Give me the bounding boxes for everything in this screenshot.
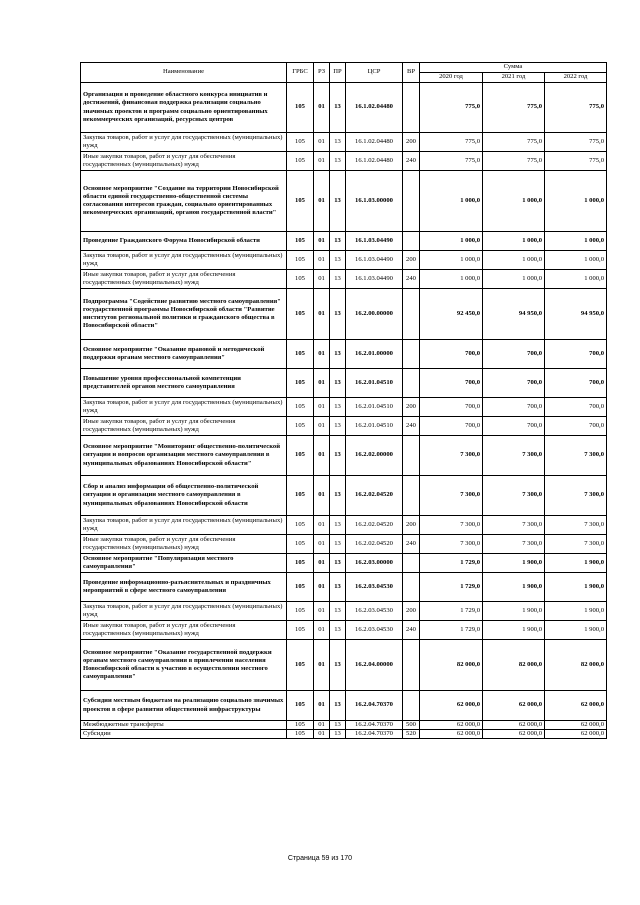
- table-cell-2020: 7 300,0: [420, 476, 483, 516]
- table-cell-csr: 16.2.01.00000: [346, 340, 403, 369]
- table-cell-grbs: 105: [287, 691, 314, 721]
- table-cell-2021: 700,0: [483, 369, 545, 398]
- table-cell-2020: 700,0: [420, 369, 483, 398]
- table-cell-rz: 01: [314, 476, 330, 516]
- table-cell-rz: 01: [314, 398, 330, 417]
- table-cell-rz: 01: [314, 691, 330, 721]
- table-cell-rz: 01: [314, 640, 330, 691]
- table-cell-grbs: 105: [287, 476, 314, 516]
- table-cell-vr: [403, 640, 420, 691]
- table-cell-pr: 13: [330, 340, 346, 369]
- table-cell-name: Основное мероприятие "Популяризация местного самоуправления": [81, 554, 287, 573]
- table-cell-2022: 700,0: [545, 369, 607, 398]
- table-cell-rz: 01: [314, 133, 330, 152]
- table-cell-pr: 13: [330, 289, 346, 340]
- table-cell-2020: 700,0: [420, 398, 483, 417]
- col-pr-header: ПР: [330, 63, 346, 83]
- table-cell-grbs: 105: [287, 436, 314, 476]
- table-cell-2022: 700,0: [545, 340, 607, 369]
- table-cell-2021: 94 950,0: [483, 289, 545, 340]
- table-cell-2020: 7 300,0: [420, 436, 483, 476]
- table-cell-pr: 13: [330, 476, 346, 516]
- table-cell-2020: 1 729,0: [420, 573, 483, 602]
- table-cell-rz: 01: [314, 516, 330, 535]
- table-cell-name: Закупка товаров, работ и услуг для государственных (муниципальных) нужд: [81, 516, 287, 535]
- table-cell-csr: 16.1.03.04490: [346, 232, 403, 251]
- table-cell-2020: 82 000,0: [420, 640, 483, 691]
- table-cell-2020: 700,0: [420, 340, 483, 369]
- table-cell-2021: 7 300,0: [483, 516, 545, 535]
- table-cell-pr: 13: [330, 152, 346, 171]
- table-row: [81, 133, 607, 152]
- table-cell-pr: 13: [330, 721, 346, 730]
- table-cell-rz: 01: [314, 152, 330, 171]
- table-cell-csr: 16.1.03.04490: [346, 251, 403, 270]
- table-cell-2022: 82 000,0: [545, 640, 607, 691]
- table-cell-csr: 16.2.02.04520: [346, 535, 403, 554]
- table-cell-2021: 700,0: [483, 340, 545, 369]
- table-row: [81, 398, 607, 417]
- table-cell-grbs: 105: [287, 535, 314, 554]
- table-cell-csr: 16.2.03.04530: [346, 602, 403, 621]
- table-cell-rz: 01: [314, 340, 330, 369]
- table-cell-2020: 92 450,0: [420, 289, 483, 340]
- table-cell-rz: 01: [314, 730, 330, 739]
- table-cell-pr: 13: [330, 133, 346, 152]
- table-row: [81, 691, 607, 721]
- table-cell-rz: 01: [314, 554, 330, 573]
- table-cell-2022: 700,0: [545, 398, 607, 417]
- table-cell-name: Закупка товаров, работ и услуг для государственных (муниципальных) нужд: [81, 133, 287, 152]
- table-cell-vr: [403, 573, 420, 602]
- table-cell-2021: 62 000,0: [483, 730, 545, 739]
- table-cell-name: Иные закупки товаров, работ и услуг для обеспечения государственных (муниципальных) нужд: [81, 152, 287, 171]
- table-cell-2022: 1 900,0: [545, 573, 607, 602]
- table-cell-name: Подпрограмма "Содействие развитию местного самоуправления" государственной программы Новосибирской области "Развитие институтов региональной политики и гражданского общества в Новосибирской области": [81, 289, 287, 340]
- table-cell-name: Проведение информационно-разъяснительных и праздничных мероприятий в сфере местного самоуправления: [81, 573, 287, 602]
- table-cell-2021: 775,0: [483, 133, 545, 152]
- table-row: [81, 730, 607, 739]
- table-row: [81, 251, 607, 270]
- col-2020-header: 2020 год: [420, 73, 483, 83]
- table-cell-2022: 775,0: [545, 152, 607, 171]
- col-name-header: Наименование: [81, 63, 287, 83]
- table-cell-2022: 1 900,0: [545, 621, 607, 640]
- table-cell-pr: 13: [330, 516, 346, 535]
- table-cell-csr: 16.2.02.04520: [346, 516, 403, 535]
- table-cell-2021: 775,0: [483, 83, 545, 133]
- table-cell-name: Проведение Гражданского Форума Новосибирской области: [81, 232, 287, 251]
- table-cell-vr: 200: [403, 133, 420, 152]
- table-cell-2020: 1 000,0: [420, 171, 483, 232]
- table-cell-csr: 16.2.02.00000: [346, 436, 403, 476]
- table-cell-2020: 1 000,0: [420, 270, 483, 289]
- table-cell-2020: 1 000,0: [420, 251, 483, 270]
- table-cell-2022: 62 000,0: [545, 730, 607, 739]
- table-cell-2021: 62 000,0: [483, 721, 545, 730]
- table-cell-csr: 16.1.02.04480: [346, 152, 403, 171]
- table-cell-grbs: 105: [287, 721, 314, 730]
- table-cell-2021: 7 300,0: [483, 436, 545, 476]
- table-row: [81, 602, 607, 621]
- table-cell-2021: 775,0: [483, 152, 545, 171]
- table-cell-2020: 1 000,0: [420, 232, 483, 251]
- table-cell-grbs: 105: [287, 730, 314, 739]
- table-cell-pr: 13: [330, 398, 346, 417]
- table-cell-name: Сбор и анализ информации об общественно-политической ситуации и организации местного самоуправления в муниципальных образованиях Новосибирской области: [81, 476, 287, 516]
- table-cell-2021: 700,0: [483, 398, 545, 417]
- table-cell-grbs: 105: [287, 621, 314, 640]
- table-cell-csr: 16.2.04.70370: [346, 730, 403, 739]
- table-cell-2021: 1 000,0: [483, 270, 545, 289]
- table-cell-name: Основное мероприятие "Мониторинг общественно-политической ситуации и вопросов организации местного самоуправления в муниципальных образованиях Новосибирской области": [81, 436, 287, 476]
- table-cell-pr: 13: [330, 171, 346, 232]
- table-cell-grbs: 105: [287, 602, 314, 621]
- table-row: [81, 83, 607, 133]
- table-cell-grbs: 105: [287, 516, 314, 535]
- table-cell-pr: 13: [330, 232, 346, 251]
- table-cell-vr: 200: [403, 602, 420, 621]
- table-cell-rz: 01: [314, 417, 330, 436]
- table-row: [81, 476, 607, 516]
- table-cell-2022: 1 000,0: [545, 232, 607, 251]
- table-cell-name: Основное мероприятие "Оказание государственной поддержки органам местного самоуправления в привлечении населения Новосибирской области к участию в осуществлении местного самоуправления": [81, 640, 287, 691]
- table-cell-2021: 62 000,0: [483, 691, 545, 721]
- table-cell-2021: 1 900,0: [483, 573, 545, 602]
- table-cell-csr: 16.2.04.00000: [346, 640, 403, 691]
- table-cell-rz: 01: [314, 289, 330, 340]
- table-cell-rz: 01: [314, 436, 330, 476]
- table-cell-pr: 13: [330, 369, 346, 398]
- table-cell-csr: 16.1.02.04480: [346, 133, 403, 152]
- table-cell-pr: 13: [330, 573, 346, 602]
- table-cell-pr: 13: [330, 621, 346, 640]
- table-body: [81, 83, 607, 739]
- table-cell-2020: 62 000,0: [420, 721, 483, 730]
- table-cell-2022: 7 300,0: [545, 516, 607, 535]
- table-cell-vr: 520: [403, 730, 420, 739]
- table-cell-csr: 16.2.01.04510: [346, 369, 403, 398]
- table-cell-name: Иные закупки товаров, работ и услуг для обеспечения государственных (муниципальных) нужд: [81, 621, 287, 640]
- table-cell-2020: 62 000,0: [420, 730, 483, 739]
- header-row: [81, 63, 607, 73]
- table-cell-vr: 240: [403, 621, 420, 640]
- table-row: [81, 516, 607, 535]
- table-cell-grbs: 105: [287, 640, 314, 691]
- table-row: [81, 369, 607, 398]
- table-row: [81, 171, 607, 232]
- table-row: [81, 573, 607, 602]
- table-cell-name: Межбюджетные трансферты: [81, 721, 287, 730]
- table-cell-2021: 1 000,0: [483, 251, 545, 270]
- table-cell-2020: 1 729,0: [420, 602, 483, 621]
- table-cell-vr: 240: [403, 417, 420, 436]
- table-cell-pr: 13: [330, 535, 346, 554]
- table-cell-rz: 01: [314, 270, 330, 289]
- table-cell-2020: 1 729,0: [420, 621, 483, 640]
- table-row: [81, 554, 607, 573]
- table-cell-grbs: 105: [287, 289, 314, 340]
- table-cell-grbs: 105: [287, 369, 314, 398]
- table-cell-vr: [403, 369, 420, 398]
- table-cell-2020: 62 000,0: [420, 691, 483, 721]
- table-cell-pr: 13: [330, 730, 346, 739]
- table-cell-rz: 01: [314, 171, 330, 232]
- table-cell-rz: 01: [314, 602, 330, 621]
- page-number: Страница 59 из 170: [287, 855, 353, 862]
- table-cell-pr: 13: [330, 436, 346, 476]
- table-cell-2022: 7 300,0: [545, 476, 607, 516]
- budget-table: [80, 62, 607, 739]
- col-rz-header: РЗ: [314, 63, 330, 83]
- table-cell-pr: 13: [330, 554, 346, 573]
- table-cell-rz: 01: [314, 251, 330, 270]
- table-cell-2020: 7 300,0: [420, 535, 483, 554]
- col-vr-header: ВР: [403, 63, 420, 83]
- table-cell-2021: 700,0: [483, 417, 545, 436]
- table-cell-csr: 16.2.04.70370: [346, 721, 403, 730]
- table-cell-2022: 775,0: [545, 83, 607, 133]
- table-cell-2021: 1 000,0: [483, 171, 545, 232]
- table-cell-csr: 16.2.01.04510: [346, 398, 403, 417]
- table-cell-rz: 01: [314, 721, 330, 730]
- table-cell-rz: 01: [314, 83, 330, 133]
- table-cell-rz: 01: [314, 573, 330, 602]
- table-cell-pr: 13: [330, 417, 346, 436]
- table-cell-vr: [403, 171, 420, 232]
- table-cell-2021: 1 900,0: [483, 554, 545, 573]
- table-cell-csr: 16.1.02.04480: [346, 83, 403, 133]
- table-cell-csr: 16.2.03.04530: [346, 621, 403, 640]
- table-row: [81, 535, 607, 554]
- table-cell-2021: 7 300,0: [483, 535, 545, 554]
- table-cell-vr: [403, 232, 420, 251]
- table-cell-grbs: 105: [287, 417, 314, 436]
- table-cell-grbs: 105: [287, 251, 314, 270]
- table-cell-pr: 13: [330, 83, 346, 133]
- table-row: [81, 232, 607, 251]
- table-cell-vr: [403, 691, 420, 721]
- table-cell-rz: 01: [314, 621, 330, 640]
- table-cell-2022: 7 300,0: [545, 535, 607, 554]
- table-cell-csr: 16.2.01.04510: [346, 417, 403, 436]
- table-cell-csr: 16.2.02.04520: [346, 476, 403, 516]
- table-cell-csr: 16.2.03.04530: [346, 573, 403, 602]
- table-cell-rz: 01: [314, 232, 330, 251]
- table-cell-2022: 700,0: [545, 417, 607, 436]
- table-cell-name: Иные закупки товаров, работ и услуг для обеспечения государственных (муниципальных) нужд: [81, 417, 287, 436]
- table-cell-grbs: 105: [287, 83, 314, 133]
- table-cell-2020: 775,0: [420, 133, 483, 152]
- table-cell-2020: 7 300,0: [420, 516, 483, 535]
- table-cell-grbs: 105: [287, 573, 314, 602]
- table-cell-name: Субсидии: [81, 730, 287, 739]
- table-cell-2022: 62 000,0: [545, 691, 607, 721]
- table-cell-grbs: 105: [287, 171, 314, 232]
- table-cell-2021: 82 000,0: [483, 640, 545, 691]
- col-2021-header: 2021 год: [483, 73, 545, 83]
- table-cell-csr: 16.1.03.04490: [346, 270, 403, 289]
- table-cell-pr: 13: [330, 602, 346, 621]
- table-cell-grbs: 105: [287, 398, 314, 417]
- table-cell-name: Закупка товаров, работ и услуг для государственных (муниципальных) нужд: [81, 251, 287, 270]
- table-cell-vr: 240: [403, 152, 420, 171]
- table-cell-2022: 775,0: [545, 133, 607, 152]
- table-row: [81, 721, 607, 730]
- table-row: [81, 340, 607, 369]
- table-cell-vr: [403, 476, 420, 516]
- table-row: [81, 417, 607, 436]
- table-cell-rz: 01: [314, 535, 330, 554]
- table-cell-grbs: 105: [287, 232, 314, 251]
- table-row: [81, 621, 607, 640]
- table-cell-vr: [403, 289, 420, 340]
- col-sum-header: Сумма: [420, 63, 607, 73]
- table-cell-2021: 1 900,0: [483, 621, 545, 640]
- table-cell-2021: 1 000,0: [483, 232, 545, 251]
- table-row: [81, 640, 607, 691]
- table-cell-grbs: 105: [287, 270, 314, 289]
- table-cell-pr: 13: [330, 270, 346, 289]
- table-cell-vr: 240: [403, 270, 420, 289]
- table-cell-grbs: 105: [287, 340, 314, 369]
- table-cell-2022: 7 300,0: [545, 436, 607, 476]
- table-cell-2022: 62 000,0: [545, 721, 607, 730]
- table-cell-2022: 94 950,0: [545, 289, 607, 340]
- table-cell-vr: 200: [403, 398, 420, 417]
- col-2022-header: 2022 год: [545, 73, 607, 83]
- table-cell-name: Иные закупки товаров, работ и услуг для обеспечения государственных (муниципальных) нужд: [81, 270, 287, 289]
- table-header: [81, 63, 607, 83]
- table-row: [81, 270, 607, 289]
- table-cell-2022: 1 900,0: [545, 602, 607, 621]
- table-cell-2022: 1 000,0: [545, 171, 607, 232]
- table-cell-2020: 775,0: [420, 83, 483, 133]
- table-cell-2020: 775,0: [420, 152, 483, 171]
- table-cell-csr: 16.2.04.70370: [346, 691, 403, 721]
- table-row: [81, 436, 607, 476]
- table-cell-vr: 240: [403, 535, 420, 554]
- table-cell-name: Повышение уровня профессиональной компетенции представителей органов местного самоуправления: [81, 369, 287, 398]
- table-cell-csr: 16.1.03.00000: [346, 171, 403, 232]
- table-cell-name: Основное мероприятие "Создание на территории Новосибирской области единой государственно-общественной системы согласования интересов граждан, социально ориентированных некоммерческих организаций, органов государственной власти": [81, 171, 287, 232]
- table-cell-2021: 1 900,0: [483, 602, 545, 621]
- table-cell-2021: 7 300,0: [483, 476, 545, 516]
- table-cell-2022: 1 000,0: [545, 270, 607, 289]
- table-cell-pr: 13: [330, 640, 346, 691]
- table-row: [81, 289, 607, 340]
- table-cell-grbs: 105: [287, 554, 314, 573]
- table-cell-2022: 1 900,0: [545, 554, 607, 573]
- table-cell-grbs: 105: [287, 133, 314, 152]
- table-cell-name: Закупка товаров, работ и услуг для государственных (муниципальных) нужд: [81, 602, 287, 621]
- table-cell-2022: 1 000,0: [545, 251, 607, 270]
- table-cell-vr: [403, 83, 420, 133]
- table-cell-csr: 16.2.00.00000: [346, 289, 403, 340]
- table-cell-pr: 13: [330, 691, 346, 721]
- table-cell-2020: 1 729,0: [420, 554, 483, 573]
- table-cell-vr: [403, 554, 420, 573]
- col-csr-header: ЦСР: [346, 63, 403, 83]
- table-cell-csr: 16.2.03.00000: [346, 554, 403, 573]
- table-cell-name: Иные закупки товаров, работ и услуг для обеспечения государственных (муниципальных) нужд: [81, 535, 287, 554]
- col-grbs-header: ГРБС: [287, 63, 314, 83]
- table-cell-vr: 200: [403, 251, 420, 270]
- table-cell-2020: 700,0: [420, 417, 483, 436]
- table-cell-pr: 13: [330, 251, 346, 270]
- table-cell-name: Организация и проведение областного конкурса инициатив и достижений, финансовая поддержка реализации социально значимых проектов и программ социально ориентированных некоммерческих организаций, ресурсных центров: [81, 83, 287, 133]
- table-cell-vr: [403, 340, 420, 369]
- table-row: [81, 152, 607, 171]
- table-cell-grbs: 105: [287, 152, 314, 171]
- table-cell-vr: 500: [403, 721, 420, 730]
- table-cell-rz: 01: [314, 369, 330, 398]
- table-cell-name: Основное мероприятие "Оказание правовой и методической поддержки органам местного самоуправления": [81, 340, 287, 369]
- table-cell-vr: [403, 436, 420, 476]
- table-cell-name: Закупка товаров, работ и услуг для государственных (муниципальных) нужд: [81, 398, 287, 417]
- table-cell-name: Субсидии местным бюджетам на реализацию социально значимых проектов в сфере развития общественной инфраструктуры: [81, 691, 287, 721]
- table-cell-vr: 200: [403, 516, 420, 535]
